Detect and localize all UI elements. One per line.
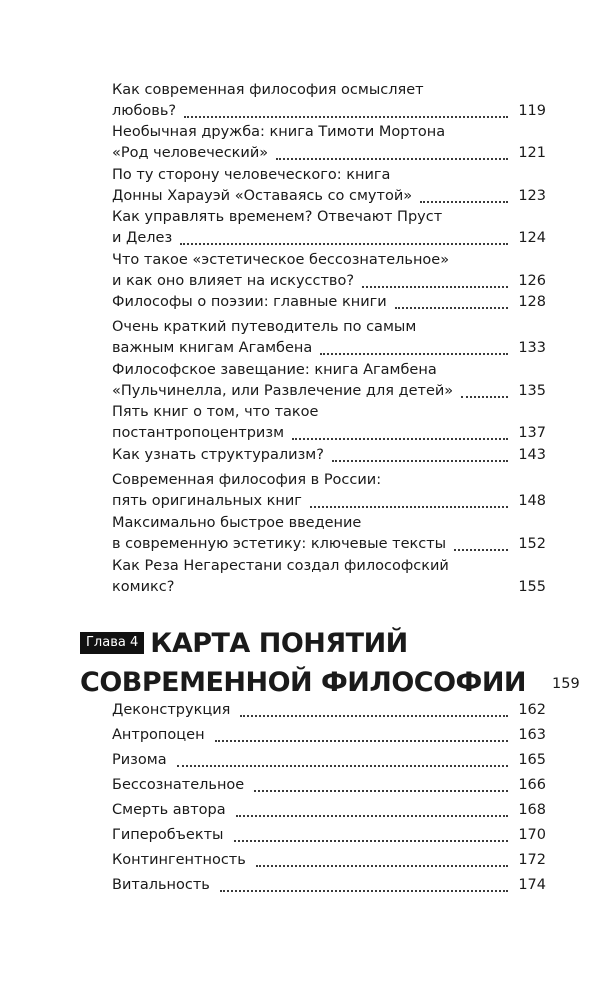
toc-entry-title-line2: в современную эстетику: ключевые тексты: [112, 536, 447, 552]
toc-entry[interactable]: [112, 445, 546, 466]
toc-entry-title-line2: постантропоцентризм: [112, 425, 285, 441]
toc-entry-title: Философы о поэзии: главные книги: [112, 294, 387, 310]
toc-entry-title-line1: По ту сторону человеческого: книга: [112, 167, 391, 183]
toc-entry[interactable]: [112, 207, 546, 249]
dot-leader: [220, 884, 508, 892]
toc-entry-title-line1: Философское завещание: книга Агамбена: [112, 362, 437, 378]
chapter-heading[interactable]: [80, 626, 580, 698]
dot-leader: [234, 834, 509, 842]
term-label: Антропоцен: [112, 727, 205, 743]
toc-entry-title-line2: Донны Харауэй «Оставаясь со смутой»: [112, 188, 413, 204]
toc-entry-title-line2: «Пульчинелла, или Развлечение для детей»: [112, 383, 454, 399]
toc-entry-title-line2: важным книгам Агамбена: [112, 340, 313, 356]
toc-entry[interactable]: [112, 122, 546, 164]
toc-entry[interactable]: [112, 556, 546, 598]
toc-entry[interactable]: [112, 360, 546, 402]
term-entry[interactable]: [112, 825, 546, 846]
toc-entry-title-line2: и как оно влияет на искусство?: [112, 273, 355, 289]
dot-leader: [236, 809, 509, 817]
dot-leader: [420, 195, 508, 203]
toc-entry[interactable]: [112, 165, 546, 207]
toc-entry-title-line1: Как Реза Негарестани создал философский: [112, 558, 449, 574]
dot-leader: [310, 500, 508, 508]
toc-entry-title-line1: Как управлять временем? Отвечают Пруст: [112, 209, 443, 225]
toc-entry-title-line1: Очень краткий путеводитель по самым: [112, 319, 417, 335]
term-entry[interactable]: [112, 775, 546, 796]
term-entry[interactable]: [112, 700, 546, 721]
chapter-label: Глава 4: [80, 632, 144, 654]
term-label: Витальность: [112, 877, 210, 893]
term-entry[interactable]: [112, 800, 546, 821]
toc-entry-page: 137: [518, 425, 546, 441]
term-entry[interactable]: [112, 750, 546, 771]
dot-leader: [184, 110, 508, 118]
term-label: Смерть автора: [112, 802, 226, 818]
toc-entry-page: 124: [518, 230, 546, 246]
dot-leader: [292, 432, 508, 440]
chapter-title-line1: КАРТА ПОНЯТИЙ: [150, 627, 408, 659]
dot-leader: [177, 759, 509, 767]
term-label: Контингентность: [112, 852, 246, 868]
toc-entry-page: 121: [518, 145, 546, 161]
toc-entry-title-line1: Как современная философия осмысляет: [112, 82, 424, 98]
chapter-title-line2: СОВРЕМЕННОЙ ФИЛОСОФИИ: [80, 667, 527, 698]
toc-entry-title-line2: пять оригинальных книг: [112, 493, 302, 509]
dot-leader: [320, 347, 508, 355]
toc-entry[interactable]: [112, 317, 546, 359]
toc-entry-page: 126: [518, 273, 546, 289]
term-entry[interactable]: [112, 875, 546, 896]
term-page: 172: [518, 852, 546, 868]
term-page: 174: [518, 877, 546, 893]
dot-leader: [461, 390, 508, 398]
term-label: Гиперобъекты: [112, 827, 224, 843]
toc-entry-page: 155: [518, 579, 546, 595]
toc-entry[interactable]: [112, 402, 546, 444]
dot-leader: [256, 859, 509, 867]
dot-leader: [276, 152, 508, 160]
term-page: 162: [518, 702, 546, 718]
toc-entry-title-line2: и Делез: [112, 230, 173, 246]
toc-entry-page: 152: [518, 536, 546, 552]
term-page: 165: [518, 752, 546, 768]
term-label: Ризома: [112, 752, 167, 768]
term-label: Деконструкция: [112, 702, 231, 718]
toc-entry[interactable]: [112, 250, 546, 292]
toc-entry-title-line2: любовь?: [112, 103, 177, 119]
toc-entry-title-line2: комикс?: [112, 579, 175, 595]
toc-entry[interactable]: [112, 80, 546, 122]
dot-leader: [362, 280, 508, 288]
dot-leader: [180, 237, 508, 245]
dot-leader: [215, 734, 509, 742]
toc-entry-title-line2: «Род человеческий»: [112, 145, 269, 161]
term-entry[interactable]: [112, 725, 546, 746]
toc-entry-title-line1: Максимально быстрое введение: [112, 515, 362, 531]
toc-entry-title-line1: Пять книг о том, что такое: [112, 404, 319, 420]
term-entry[interactable]: [112, 850, 546, 871]
toc-entry-title-line1: Современная философия в России:: [112, 472, 382, 488]
term-label: Бессознательное: [112, 777, 245, 793]
toc-entry-page: 128: [518, 294, 546, 310]
toc-entry-title-line1: Что такое «эстетическое бессознательное»: [112, 252, 450, 268]
dot-leader: [454, 543, 508, 551]
toc-entry[interactable]: [112, 513, 546, 555]
term-page: 163: [518, 727, 546, 743]
dot-leader: [332, 454, 508, 462]
toc-entry-page: 119: [518, 103, 546, 119]
toc-entry-title: Как узнать структурализм?: [112, 447, 324, 463]
toc-entry-page: 123: [518, 188, 546, 204]
term-page: 170: [518, 827, 546, 843]
toc-entry[interactable]: [112, 470, 546, 512]
toc-entry-page: 143: [518, 447, 546, 463]
dot-leader: [254, 784, 508, 792]
toc-entry[interactable]: [112, 292, 546, 313]
dot-leader: [395, 301, 509, 309]
toc-entry-page: 133: [518, 340, 546, 356]
term-page: 166: [518, 777, 546, 793]
dot-leader: [240, 709, 508, 717]
chapter-page: 159: [552, 676, 580, 692]
term-page: 168: [518, 802, 546, 818]
toc-entry-title-line1: Необычная дружба: книга Тимоти Мортона: [112, 124, 446, 140]
toc-entry-page: 148: [518, 493, 546, 509]
toc-entry-page: 135: [518, 383, 546, 399]
